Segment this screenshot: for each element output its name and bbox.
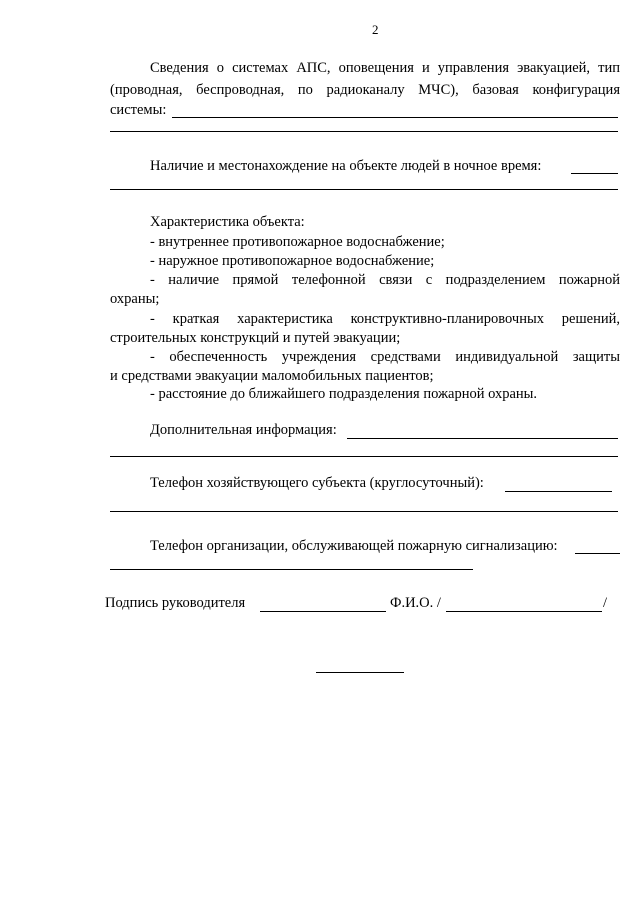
phone-subject-fill-line-2[interactable]: [110, 511, 618, 512]
fio-closing-slash: /: [603, 595, 608, 611]
closing-divider: [316, 672, 404, 673]
object-item-water-external: - наружное противопожарное водоснабжение;: [150, 253, 435, 269]
page-number: 2: [372, 22, 379, 37]
object-item-structure-line-1: - краткая характеристика конструктивно-планировочных решений,: [150, 311, 620, 327]
people-label: Наличие и местонахождение на объекте людей в ночное время:: [150, 158, 542, 174]
additional-fill-line-1[interactable]: [347, 438, 618, 439]
fio-label: Ф.И.О. /: [390, 595, 441, 611]
phone-subject-fill-line-1[interactable]: [505, 491, 612, 492]
object-item-water-internal: - внутреннее противопожарное водоснабжение;: [150, 234, 445, 250]
phone-alarm-label: Телефон организации, обслуживающей пожарную сигнализацию:: [150, 538, 558, 554]
aps-fill-line-1[interactable]: [172, 117, 618, 118]
fio-fill-line[interactable]: [446, 611, 602, 612]
object-heading: Характеристика объекта:: [150, 214, 305, 230]
additional-fill-line-2[interactable]: [110, 456, 618, 457]
object-item-ppe-line-2: и средствами эвакуации маломобильных пациентов;: [110, 368, 434, 384]
people-fill-line-1[interactable]: [571, 173, 618, 174]
object-item-distance: - расстояние до ближайшего подразделения пожарной охраны.: [150, 386, 538, 402]
aps-line-2: (проводная, беспроводная, по радиоканалу МЧС), базовая конфигурация: [110, 82, 620, 98]
aps-fill-line-2[interactable]: [110, 131, 618, 132]
phone-alarm-fill-line-1[interactable]: [575, 553, 620, 554]
object-item-phone-line-2: охраны;: [110, 291, 160, 307]
object-item-phone-line-1: - наличие прямой телефонной связи с подразделением пожарной: [150, 272, 620, 288]
people-fill-line-2[interactable]: [110, 189, 618, 190]
object-item-structure-line-2: строительных конструкций и путей эвакуации;: [110, 330, 401, 346]
signature-label: Подпись руководителя: [105, 595, 246, 611]
aps-line-3: системы:: [110, 102, 167, 118]
signature-fill-line[interactable]: [260, 611, 386, 612]
aps-line-1: Сведения о системах АПС, оповещения и управления эвакуацией, тип: [150, 60, 620, 76]
phone-subject-label: Телефон хозяйствующего субъекта (круглосуточный):: [150, 475, 484, 491]
phone-alarm-fill-line-2[interactable]: [110, 569, 473, 570]
additional-label: Дополнительная информация:: [150, 422, 337, 438]
object-item-ppe-line-1: - обеспеченность учреждения средствами индивидуальной защиты: [150, 349, 620, 365]
